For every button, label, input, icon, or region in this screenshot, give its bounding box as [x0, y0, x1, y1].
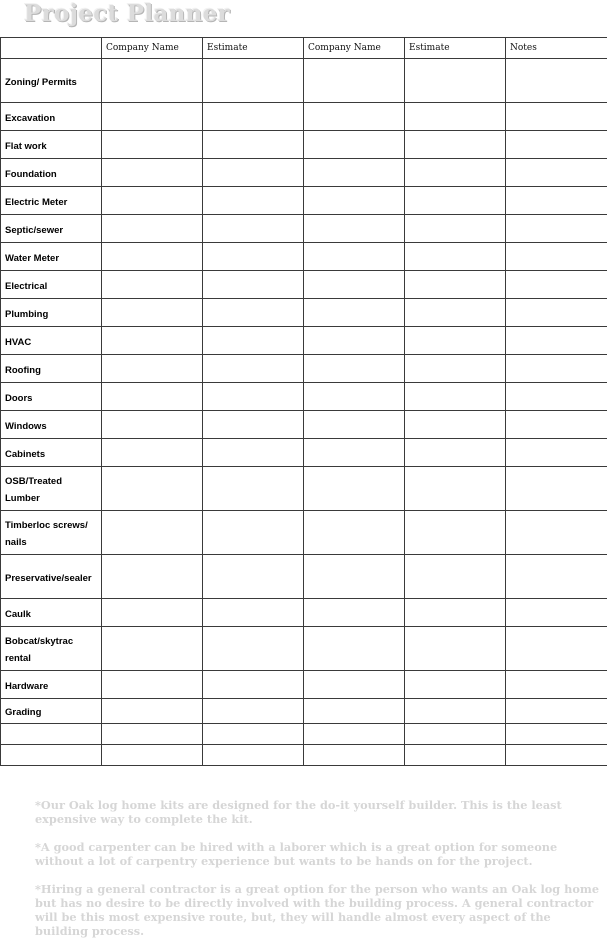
estimate-cell[interactable]	[203, 215, 304, 243]
table-row	[1, 187, 607, 215]
company-name-cell[interactable]	[304, 187, 405, 215]
task-label: Cabinets	[1, 439, 102, 467]
company-name-cell[interactable]	[304, 699, 405, 724]
task-label: Grading	[1, 699, 102, 724]
note-paragraph: *Our Oak log home kits are designed for the do-it yourself builder. This is the least expensive way to complete the kit.	[35, 798, 601, 826]
estimate-cell[interactable]	[405, 355, 506, 383]
estimate-cell[interactable]	[405, 131, 506, 159]
company-name-cell[interactable]	[304, 327, 405, 355]
task-label: Septic/sewer	[1, 215, 102, 243]
estimate-cell[interactable]	[405, 627, 506, 671]
estimate-cell[interactable]	[405, 215, 506, 243]
notes-cell[interactable]	[506, 511, 607, 555]
task-label: Preservative/sealer	[1, 555, 102, 599]
company-name-cell[interactable]	[102, 599, 203, 627]
estimate-cell[interactable]	[405, 159, 506, 187]
task-label: Flat work	[1, 131, 102, 159]
company-name-cell[interactable]	[304, 159, 405, 187]
estimate-cell[interactable]	[203, 59, 304, 103]
company-name-cell[interactable]	[102, 299, 203, 327]
header-row	[1, 38, 607, 59]
notes-cell[interactable]	[506, 383, 607, 411]
task-label: Water Meter	[1, 243, 102, 271]
note-paragraph: *Hiring a general contractor is a great option for the person who wants an Oak log home but has no desire to be directly involved with the building process. A general contractor will be this most expensive route, but, they will handle almost every aspect of the building process.	[35, 882, 601, 938]
estimate-cell[interactable]	[405, 383, 506, 411]
note-paragraph: *A good carpenter can be hired with a laborer which is a great option for someone without a lot of carpentry experience but wants to be hands on for the project.	[35, 840, 601, 868]
task-label: OSB/Treated Lumber	[1, 467, 102, 511]
company-name-cell[interactable]	[102, 243, 203, 271]
table-row	[1, 355, 607, 383]
company-name-cell[interactable]	[102, 103, 203, 131]
table-row	[1, 411, 607, 439]
company-name-cell[interactable]	[304, 131, 405, 159]
notes-cell[interactable]	[506, 355, 607, 383]
company-name-cell[interactable]	[102, 699, 203, 724]
estimate-cell[interactable]	[405, 243, 506, 271]
task-label: Doors	[1, 383, 102, 411]
table-row	[1, 215, 607, 243]
task-label: Bobcat/skytrac rental	[1, 627, 102, 671]
estimate-cell[interactable]	[203, 103, 304, 131]
table-row	[1, 243, 607, 271]
company-name-cell[interactable]	[102, 215, 203, 243]
task-label: Timberloc screws/ nails	[1, 511, 102, 555]
notes-cell[interactable]	[506, 555, 607, 599]
company-name-cell[interactable]	[102, 411, 203, 439]
task-label: Caulk	[1, 599, 102, 627]
estimate-cell[interactable]	[405, 271, 506, 299]
company-name-cell[interactable]	[304, 243, 405, 271]
company-name-cell[interactable]	[304, 467, 405, 511]
company-name-cell[interactable]	[304, 555, 405, 599]
company-name-cell[interactable]	[304, 271, 405, 299]
notes-cell[interactable]	[506, 467, 607, 511]
notes-cell[interactable]	[506, 699, 607, 724]
notes-cell[interactable]	[506, 745, 607, 766]
notes-cell[interactable]	[506, 243, 607, 271]
estimate-cell[interactable]	[405, 327, 506, 355]
estimate-cell[interactable]	[405, 411, 506, 439]
task-label: HVAC	[1, 327, 102, 355]
estimate-cell[interactable]	[405, 299, 506, 327]
estimate-cell[interactable]	[203, 511, 304, 555]
company-name-cell[interactable]	[304, 411, 405, 439]
company-name-cell[interactable]	[102, 671, 203, 699]
estimate-cell[interactable]	[405, 599, 506, 627]
company-name-cell[interactable]	[102, 59, 203, 103]
table-row	[1, 627, 607, 671]
table-row	[1, 271, 607, 299]
company-name-cell[interactable]	[102, 271, 203, 299]
company-name-cell[interactable]	[304, 724, 405, 745]
builder-notes	[35, 798, 601, 952]
table-row	[1, 699, 607, 724]
estimate-cell[interactable]	[405, 187, 506, 215]
company-name-cell[interactable]	[102, 159, 203, 187]
estimate-cell[interactable]	[203, 599, 304, 627]
estimate-cell[interactable]	[203, 383, 304, 411]
company-name-cell[interactable]	[102, 745, 203, 766]
company-name-cell[interactable]	[102, 439, 203, 467]
table-row	[1, 327, 607, 355]
company-name-cell[interactable]	[102, 327, 203, 355]
company-name-cell[interactable]	[102, 187, 203, 215]
estimate-cell[interactable]	[203, 187, 304, 215]
company-name-cell[interactable]	[304, 59, 405, 103]
notes-cell[interactable]	[506, 159, 607, 187]
task-label: Excavation	[1, 103, 102, 131]
company-name-cell[interactable]	[102, 467, 203, 511]
company-name-cell[interactable]	[304, 745, 405, 766]
estimate-cell[interactable]	[203, 131, 304, 159]
table-row	[1, 299, 607, 327]
company-name-cell[interactable]	[304, 103, 405, 131]
task-label: Roofing	[1, 355, 102, 383]
company-name-cell[interactable]	[304, 299, 405, 327]
estimate-cell[interactable]	[405, 103, 506, 131]
table-row	[1, 467, 607, 511]
task-label: Zoning/ Permits	[1, 59, 102, 103]
notes-cell[interactable]	[506, 627, 607, 671]
company-name-cell[interactable]	[304, 355, 405, 383]
estimate-cell[interactable]	[405, 555, 506, 599]
project-planner-table	[0, 37, 607, 766]
task-label: Windows	[1, 411, 102, 439]
header-cell-company-name-2: Company Name	[304, 38, 405, 59]
notes-cell[interactable]	[506, 599, 607, 627]
table-row	[1, 599, 607, 627]
table-row	[1, 745, 607, 766]
estimate-cell[interactable]	[203, 627, 304, 671]
notes-cell[interactable]	[506, 411, 607, 439]
table-row	[1, 103, 607, 131]
notes-cell[interactable]	[506, 215, 607, 243]
table-row	[1, 439, 607, 467]
company-name-cell[interactable]	[304, 215, 405, 243]
notes-cell[interactable]	[506, 59, 607, 103]
task-label	[1, 724, 102, 745]
company-name-cell[interactable]	[304, 511, 405, 555]
notes-cell[interactable]	[506, 439, 607, 467]
header-cell-notes: Notes	[506, 38, 607, 59]
table-row	[1, 671, 607, 699]
table-row	[1, 59, 607, 103]
estimate-cell[interactable]	[203, 355, 304, 383]
table-row	[1, 159, 607, 187]
company-name-cell[interactable]	[304, 599, 405, 627]
notes-cell[interactable]	[506, 327, 607, 355]
task-label: Plumbing	[1, 299, 102, 327]
notes-cell[interactable]	[506, 271, 607, 299]
notes-cell[interactable]	[506, 131, 607, 159]
estimate-cell[interactable]	[405, 467, 506, 511]
estimate-cell[interactable]	[203, 724, 304, 745]
estimate-cell[interactable]	[203, 699, 304, 724]
table-row	[1, 383, 607, 411]
task-label: Foundation	[1, 159, 102, 187]
notes-cell[interactable]	[506, 103, 607, 131]
notes-cell[interactable]	[506, 724, 607, 745]
estimate-cell[interactable]	[405, 59, 506, 103]
estimate-cell[interactable]	[405, 511, 506, 555]
estimate-cell[interactable]	[405, 439, 506, 467]
estimate-cell[interactable]	[203, 243, 304, 271]
company-name-cell[interactable]	[102, 383, 203, 411]
estimate-cell[interactable]	[203, 745, 304, 766]
estimate-cell[interactable]	[203, 159, 304, 187]
header-cell-company-name-1: Company Name	[102, 38, 203, 59]
notes-cell[interactable]	[506, 671, 607, 699]
task-label: Electric Meter	[1, 187, 102, 215]
task-label: Hardware	[1, 671, 102, 699]
company-name-cell[interactable]	[304, 671, 405, 699]
estimate-cell[interactable]	[405, 745, 506, 766]
company-name-cell[interactable]	[102, 555, 203, 599]
estimate-cell[interactable]	[203, 671, 304, 699]
table-row	[1, 555, 607, 599]
estimate-cell[interactable]	[203, 327, 304, 355]
notes-cell[interactable]	[506, 187, 607, 215]
estimate-cell[interactable]	[203, 271, 304, 299]
table-row	[1, 131, 607, 159]
estimate-cell[interactable]	[405, 699, 506, 724]
header-cell-estimate-2: Estimate	[405, 38, 506, 59]
notes-cell[interactable]	[506, 299, 607, 327]
company-name-cell[interactable]	[102, 627, 203, 671]
company-name-cell[interactable]	[102, 511, 203, 555]
estimate-cell[interactable]	[203, 555, 304, 599]
header-cell-task	[1, 38, 102, 59]
company-name-cell[interactable]	[102, 355, 203, 383]
estimate-cell[interactable]	[203, 439, 304, 467]
company-name-cell[interactable]	[304, 439, 405, 467]
company-name-cell[interactable]	[304, 383, 405, 411]
company-name-cell[interactable]	[304, 627, 405, 671]
company-name-cell[interactable]	[102, 724, 203, 745]
estimate-cell[interactable]	[405, 671, 506, 699]
page-title: Project Planner	[24, 0, 230, 28]
table-row	[1, 511, 607, 555]
estimate-cell[interactable]	[203, 299, 304, 327]
table-row	[1, 724, 607, 745]
estimate-cell[interactable]	[203, 411, 304, 439]
company-name-cell[interactable]	[102, 131, 203, 159]
task-label: Electrical	[1, 271, 102, 299]
estimate-cell[interactable]	[203, 467, 304, 511]
estimate-cell[interactable]	[405, 724, 506, 745]
header-cell-estimate-1: Estimate	[203, 38, 304, 59]
task-label	[1, 745, 102, 766]
